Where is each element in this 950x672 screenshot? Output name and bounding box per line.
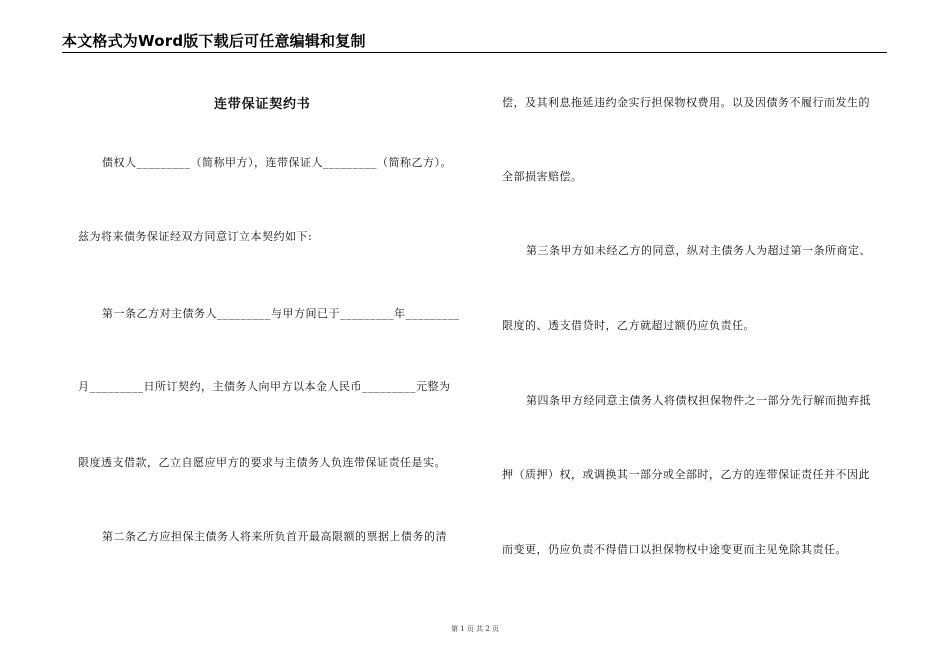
paragraph-line: 限度的、透支借贷时，乙方就超过额仍应负责任。 (502, 319, 755, 332)
document-header: 本文格式为Word版下载后可任意编辑和复制 (62, 32, 366, 50)
paragraph-line: 第一条乙方对主债务人_________与甲方间已于_________年_________ (102, 307, 460, 320)
paragraph-line: 全部损害赔偿。 (502, 170, 583, 183)
paragraph-line: 月_________日所订契约，主债务人向甲方以本金人民币_________元整为 (78, 380, 451, 393)
header-divider (62, 52, 887, 53)
paragraph-line: 押（质押）权，或调换其一部分或全部时，乙方的连带保证责任并不因此 (502, 468, 870, 481)
paragraph-line: 兹为将来债务保证经双方同意订立本契约如下: (78, 230, 313, 243)
paragraph-line: 第三条甲方如未经乙方的同意，纵对主债务人为超过第一条所商定、 (526, 244, 871, 257)
paragraph-line: 而变更，仍应负责不得借口以担保物权中途变更而主见免除其责任。 (502, 543, 847, 556)
paragraph-line: 限度透支借款，乙立自愿应甲方的要求与主债务人负连带保证责任是实。 (78, 456, 446, 469)
page-footer: 第 1 页 共 2 页 (450, 625, 500, 633)
paragraph-line: 第二条乙方应担保主债务人将来所负首开最高限额的票据上债务的清 (102, 530, 447, 543)
paragraph-line: 债权人_________（简称甲方），连带保证人_________（简称乙方）。 (102, 156, 452, 169)
paragraph-line: 第四条甲方经同意主债务人将债权担保物件之一部分先行解而抛弃抵 (526, 394, 871, 407)
contract-title: 连带保证契约书 (214, 97, 311, 112)
paragraph-line: 偿，及其利息拖延违约金实行担保物权费用。以及因债务不履行而发生的 (502, 96, 870, 109)
